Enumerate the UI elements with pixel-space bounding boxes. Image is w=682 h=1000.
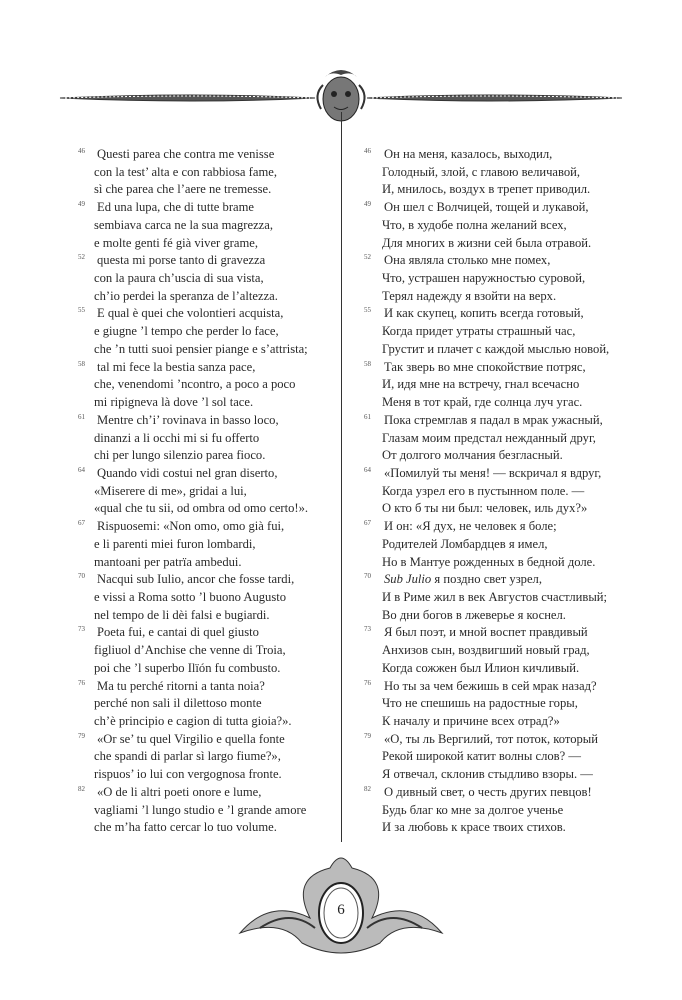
verse-line: «О, ты ль Вергилий, тот поток, который — [384, 731, 599, 746]
verse-line: «Miserere di me», gridai a lui, — [94, 483, 247, 498]
verse-number: 49 — [364, 200, 371, 209]
verse-line: Но ты за чем бежишь в сей мрак назад? — [384, 678, 597, 693]
tercet — [364, 571, 654, 624]
verse-line: e li parenti miei furon lombardi, — [94, 536, 256, 551]
verse-number: 46 — [78, 147, 85, 155]
verse-line: sì che parea che l’aere ne tremesse. — [94, 182, 272, 197]
verse-line: mi ripigneva là dove ’l sol tace. — [94, 395, 254, 410]
verse-number: 49 — [78, 200, 85, 209]
verse-line: Голодный, злой, с главою величавой, — [382, 164, 581, 179]
verse-line: Когда придет утраты страшный час, — [382, 324, 576, 339]
tercet — [78, 146, 340, 199]
verse-line: ch’io perdei la speranza de l’altezza. — [94, 288, 278, 303]
verse-number: 58 — [78, 359, 85, 368]
verse-line: poi che ’l superbo Ilïón fu combusto. — [94, 660, 281, 675]
verse-line: Когда сожжен был Илион кичливый. — [382, 660, 580, 675]
verse-number: 76 — [364, 678, 371, 687]
verse-line: И он: «Я дух, не человек я боле; — [384, 519, 557, 534]
verse-line-rest: я поздно свет узрел, — [431, 572, 542, 587]
verse-number: 70 — [78, 572, 85, 581]
verse-line: Рекой широкой катит волны слов? — — [382, 749, 581, 764]
bottom-cartouche-ornament — [230, 838, 452, 963]
verse-line: Родителей Ломбардцев я имел, — [382, 536, 548, 551]
verse-line: Будь благ ко мне за долгое ученье — [382, 802, 564, 817]
verse-line: e giugne ’l tempo che perder lo face, — [94, 324, 279, 339]
tercet — [78, 784, 340, 837]
verse-line: ch’è principio e cagion di tutta gioia?». — [94, 714, 292, 728]
verse-line: О кто б ты ни был: человек, иль дух?» — [382, 501, 588, 516]
verse-line: Для многих в жизни сей была отравой. — [382, 235, 592, 250]
verse-line: Она являла столько мне помех, — [384, 253, 551, 268]
italian-text-column — [78, 146, 340, 837]
verse-number: 67 — [78, 519, 85, 528]
verse-line: Что не спешишь на радостные горы, — [382, 696, 578, 711]
verse-line: «O de li altri poeti onore e lume, — [97, 784, 262, 799]
verse-line: Но в Мантуе рожденных в бедной доле. — [382, 554, 596, 569]
verse-line: che spandi di parlar sì largo fiume?», — [94, 749, 281, 764]
verse-number: 64 — [364, 465, 371, 474]
verse-line: chi per lungo silenzio parea fioco. — [94, 448, 266, 463]
verse-line: Poeta fui, e cantai di quel giusto — [97, 625, 259, 640]
verse-line: Когда узрел его в пустынном поле. — — [382, 483, 585, 498]
verse-line: Mentre ch’i’ rovinava in basso loco, — [97, 412, 279, 427]
tercet — [364, 146, 654, 199]
tercet — [364, 305, 654, 358]
tercet — [364, 624, 654, 677]
verse-line: О дивный свет, о честь других певцов! — [384, 784, 592, 799]
verse-line — [364, 571, 654, 589]
verse-line: Он на меня, казалось, выходил, — [384, 147, 553, 161]
verse-number: 76 — [78, 678, 85, 687]
verse-line: questa mi porse tanto di gravezza — [97, 253, 266, 268]
tercet — [364, 199, 654, 252]
verse-number: 55 — [364, 306, 371, 315]
tercet — [78, 624, 340, 677]
verse-number: 82 — [364, 784, 371, 793]
verse-number: 61 — [364, 412, 371, 421]
verse-line: che ’n tutti suoi pensier piange e s’attrista; — [94, 341, 308, 356]
scroll-band-left — [60, 95, 315, 101]
verse-line: e vissi a Roma sotto ’l buono Augusto — [94, 589, 287, 604]
verse-line: con la test’ alta e con rabbiosa fame, — [94, 164, 277, 179]
verse-line: nel tempo de li dèi falsi e bugiardi. — [94, 607, 270, 622]
tercet — [364, 731, 654, 784]
verse-line: che, venendomi ’ncontro, a poco a poco — [94, 377, 296, 392]
verse-line: Меня в тот край, где солнца луч угас. — [382, 395, 583, 410]
verse-number: 67 — [364, 519, 371, 528]
verse-line: tal mi fece la bestia sanza pace, — [97, 359, 256, 374]
column-divider — [341, 112, 342, 842]
tercet — [78, 412, 340, 465]
verse-line: con la paura ch’uscia di sua vista, — [94, 271, 264, 286]
tercet — [78, 731, 340, 784]
verse-line: vagliami ’l lungo studio e ’l grande amore — [94, 802, 307, 817]
verse-number: 82 — [78, 784, 85, 793]
tercet — [78, 305, 340, 358]
page-number: 6 — [337, 902, 345, 918]
verse-line: «Помилуй ты меня! — вскричал я вдруг, — [384, 465, 602, 480]
verse-line: Грустит и плачет с каждой мыслью новой, — [382, 341, 610, 356]
verse-number: 55 — [78, 306, 85, 315]
tercet — [364, 518, 654, 571]
tercet — [78, 518, 340, 571]
verse-line: Что, в худобе полна желаний всех, — [382, 217, 567, 232]
verse-line: Глазам моим предстал нежданный друг, — [382, 430, 596, 445]
tercet — [364, 678, 654, 731]
verse-number: 52 — [78, 253, 85, 262]
verse-line: Он шел с Волчицей, тощей и лукавой, — [384, 200, 589, 215]
verse-line: И в Риме жил в век Августов счастливый; — [382, 589, 608, 604]
italic-phrase: Sub Julio — [384, 572, 432, 587]
verse-line: И как скупец, копить всегда готовый, — [384, 306, 584, 321]
verse-line: Nacqui sub Iulio, ancor che fosse tardi, — [97, 572, 295, 587]
verse-line: E qual è quei che volontieri acquista, — [97, 306, 284, 321]
verse-line: sembiava carca ne la sua magrezza, — [94, 217, 273, 232]
verse-line: И, мнилось, воздух в трепет приводил. — [382, 182, 591, 197]
verse-line: От долгого молчания безгласный. — [382, 448, 563, 463]
verse-line: Ed una lupa, che di tutte brame — [97, 200, 255, 215]
verse-line: mantoani per patrïa ambedui. — [94, 554, 242, 569]
verse-number: 70 — [364, 572, 371, 581]
tercet — [78, 571, 340, 624]
tercet — [364, 252, 654, 305]
verse-line: «qual che tu sii, od ombra od omo certo!». — [94, 501, 309, 516]
verse-number: 79 — [78, 731, 85, 740]
tercet — [364, 465, 654, 518]
tercet — [78, 465, 340, 518]
verse-line: Я отвечал, склонив стыдливо взоры. — — [382, 767, 593, 782]
verse-line: Quando vidi costui nel gran diserto, — [97, 465, 278, 480]
verse-line: Я был поэт, и мной воспет правдивый — [384, 625, 588, 640]
verse-line: Questi parea che contra me venisse — [97, 147, 275, 161]
verse-line: figliuol d’Anchise che venne di Troia, — [94, 643, 286, 658]
verse-number: 52 — [364, 253, 371, 262]
verse-line: И, идя мне на встречу, гнал всечасно — [382, 377, 580, 392]
verse-line: «Or se’ tu quel Virgilio e quella fonte — [97, 731, 285, 746]
tercet — [78, 359, 340, 412]
verse-line: Во дни богов в лжеверье я коснел. — [382, 607, 566, 622]
verse-line: perché non sali il dilettoso monte — [94, 696, 262, 711]
verse-number: 46 — [364, 147, 371, 155]
tercet — [364, 784, 654, 837]
verse-number: 73 — [78, 625, 85, 634]
verse-number: 64 — [78, 465, 85, 474]
tercet — [78, 199, 340, 252]
verse-line: И за любовь к красе твоих стихов. — [382, 820, 566, 835]
verse-line: Rispuosemi: «Non omo, omo già fui, — [97, 519, 285, 534]
verse-number: 61 — [78, 412, 85, 421]
verse-number: 73 — [364, 625, 371, 634]
verse-line: Терял надежду я взойти на верх. — [382, 288, 557, 303]
tercet — [364, 412, 654, 465]
verse-line: dinanzi a li occhi mi si fu offerto — [94, 430, 260, 445]
verse-number: 79 — [364, 731, 371, 740]
verse-line: Пока стремглав я падал в мрак ужасный, — [384, 412, 603, 427]
verse-line: rispuos’ io lui con vergognosa fronte. — [94, 767, 282, 782]
tercet — [78, 252, 340, 305]
verse-line: che m’ha fatto cercar lo tuo volume. — [94, 820, 277, 835]
verse-line: К началу и причине всех отрад?» — [382, 714, 560, 728]
russian-text-column — [364, 146, 654, 837]
verse-line: e molte genti fé già viver grame, — [94, 235, 259, 250]
verse-number: 58 — [364, 359, 371, 368]
verse-line: Ma tu perché ritorni a tanta noia? — [97, 678, 265, 693]
tercet — [78, 678, 340, 731]
verse-line: Что, устрашен наружностью суровой, — [382, 271, 586, 286]
scroll-band-right — [367, 95, 622, 101]
verse-line: Анхизов сын, воздвигший новый град, — [382, 643, 590, 658]
verse-line: Так зверь во мне спокойствие потряс, — [384, 359, 586, 374]
tercet — [364, 359, 654, 412]
